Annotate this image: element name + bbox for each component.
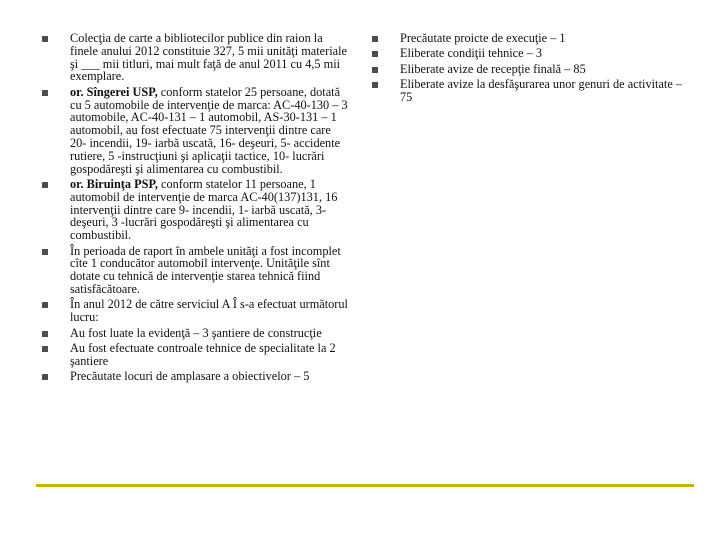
right-column [370, 32, 690, 106]
list-item-bold-lead: or. Biruinţa PSP, [70, 176, 158, 191]
square-bullet-icon [42, 90, 48, 96]
list-item [40, 327, 350, 340]
left-column [40, 32, 350, 385]
square-bullet-icon [372, 82, 378, 88]
list-item-text: Eliberate condiţii tehnice – 3 [400, 46, 543, 61]
list-item-text: conform statelor 25 persoane, dotată cu 5 automobile de intervenţie de marca: AC-40-130 – 3 automobile, AC-40-131 – 1 automobil, AS-30-131 – 1 automobil, au fost efectuate 75 intervenţii dintre care 20- incendii, 19- iarbă uscată, 16- deşeuri, 5- accidente rutiere, 5 -instrucţiuni şi aplicaţii tactice, 10- lucrări gospodăreşti şi alimentarea cu combustibil. [70, 84, 348, 176]
square-bullet-icon [42, 36, 48, 42]
list-item-text: În anul 2012 de către serviciul A Î s-a efectuat următorul lucru: [70, 297, 348, 325]
square-bullet-icon [42, 249, 48, 255]
list-item [40, 178, 350, 242]
list-item-text: Precăutate locuri de amplasare a obiectivelor – 5 [70, 369, 310, 384]
square-bullet-icon [42, 302, 48, 308]
list-item-text: Eliberate avize de recepţie finală – 85 [400, 61, 586, 76]
list-item [370, 32, 690, 45]
square-bullet-icon [42, 374, 48, 380]
list-item-text: Au fost efectuate controale tehnice de specialitate la 2 şantiere [70, 340, 336, 368]
list-item [40, 86, 350, 176]
list-item [40, 298, 350, 324]
list-item-bold-lead: or. Sîngerei USP, [70, 84, 158, 99]
list-item-text: Eliberate avize la desfăşurarea unor genuri de activitate – 75 [400, 77, 682, 104]
square-bullet-icon [372, 67, 378, 73]
list-item [40, 245, 350, 296]
square-bullet-icon [42, 331, 48, 337]
list-item-text: Au fost luate la evidenţă – 3 şantiere de construcţie [70, 325, 322, 340]
right-bullet-list [370, 32, 690, 104]
list-item-text: conform statelor 11 persoane, 1 automobil de intervenţie de marca AC-40(137)131, 16 intervenţii dintre care 9- incendii, 1- iarbă uscată, 3- deşeuri, 3 -lucrări gospodăreşti şi alimentarea cu combustibil. [70, 176, 338, 243]
list-item [40, 370, 350, 383]
square-bullet-icon [42, 346, 48, 352]
list-item [370, 78, 690, 104]
list-item-text: În perioada de raport în ambele unităţi a fost incomplet cîte 1 conducător automobil intervenţe. Unităţile sînt dotate cu tehnică de intervenţie starea tehnică fiind satisfăcătoare. [70, 243, 341, 296]
footer-divider [36, 484, 694, 487]
square-bullet-icon [372, 36, 378, 42]
list-item [370, 47, 690, 60]
list-item [370, 63, 690, 76]
left-bullet-list [40, 32, 350, 383]
list-item-text: Precăutate proicte de execuţie – 1 [400, 31, 566, 45]
square-bullet-icon [42, 182, 48, 188]
list-item [40, 342, 350, 368]
list-item-text: Colecţia de carte a bibliotecilor publice din raion la finele anului 2012 constituie 327, 5 mii unităţi materiale şi ___ mii titluri, mai mult faţă de anul 2011 cu 4,5 mii exemplare. [70, 31, 347, 84]
square-bullet-icon [372, 51, 378, 57]
list-item [40, 32, 350, 83]
